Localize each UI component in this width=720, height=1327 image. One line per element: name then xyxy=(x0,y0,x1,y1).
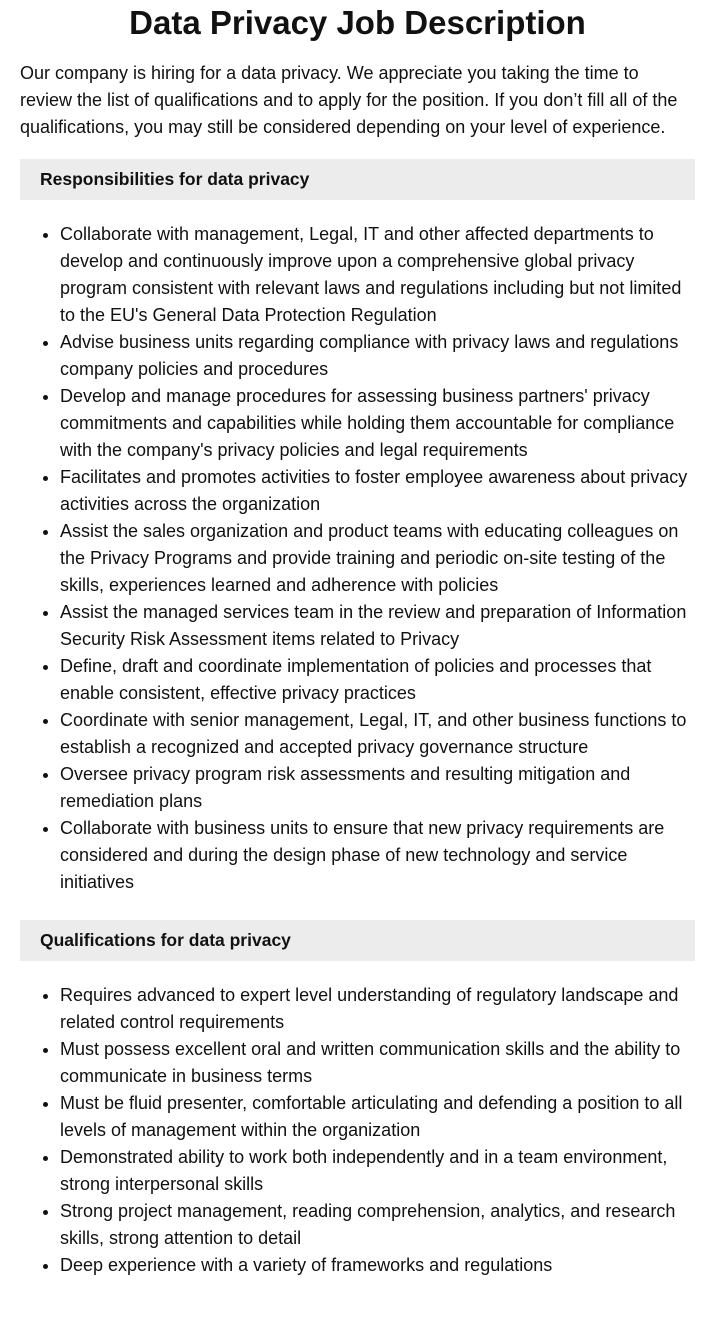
list-item: • Advise business units regarding compliance with privacy laws and regulations company policies and procedures xyxy=(60,329,695,383)
list-item: • Strong project management, reading comprehension, analytics, and research skills, strong attention to detail xyxy=(60,1198,695,1252)
list-item: • Demonstrated ability to work both independently and in a team environment, strong interpersonal skills xyxy=(60,1144,695,1198)
list-item: • Define, draft and coordinate implementation of policies and processes that enable consistent, effective privacy practices xyxy=(60,653,695,707)
intro-paragraph: Our company is hiring for a data privacy. We appreciate you taking the time to review the list of qualifications and to apply for the position. If you don’t fill all of the qualifications, you may still be considered depending on your level of experience. xyxy=(20,63,678,137)
list-item: • Must possess excellent oral and written communication skills and the ability to communicate in business terms xyxy=(60,1036,695,1090)
list-item: • Facilitates and promotes activities to foster employee awareness about privacy activities across the organization xyxy=(60,464,695,518)
list-item: • Develop and manage procedures for assessing business partners' privacy commitments and capabilities while holding them accountable for compliance with the company's privacy policies and legal requirements xyxy=(60,383,695,464)
list-item: • Deep experience with a variety of frameworks and regulations xyxy=(60,1252,695,1279)
list-item: • Oversee privacy program risk assessments and resulting mitigation and remediation plans xyxy=(60,761,695,815)
responsibilities-heading: Responsibilities for data privacy xyxy=(20,159,695,200)
list-item: • Coordinate with senior management, Legal, IT, and other business functions to establish a recognized and accepted privacy governance structure xyxy=(60,707,695,761)
qualifications-heading: Qualifications for data privacy xyxy=(20,920,695,961)
list-item: • Must be fluid presenter, comfortable articulating and defending a position to all levels of management within the organization xyxy=(60,1090,695,1144)
qualifications-list xyxy=(20,982,695,1279)
list-item: • Collaborate with business units to ensure that new privacy requirements are considered and during the design phase of new technology and service initiatives xyxy=(60,815,695,896)
list-item: • Collaborate with management, Legal, IT and other affected departments to develop and continuously improve upon a comprehensive global privacy program consistent with relevant laws and regulations including but not limited to the EU's General Data Protection Regulation xyxy=(60,221,695,329)
list-item: • Requires advanced to expert level understanding of regulatory landscape and related control requirements xyxy=(60,982,695,1036)
list-item: • Assist the sales organization and product teams with educating colleagues on the Privacy Programs and provide training and periodic on-site testing of the skills, experiences learned and adherence with policies xyxy=(60,518,695,599)
page-title: Data Privacy Job Description xyxy=(129,4,586,41)
responsibilities-list xyxy=(20,221,695,896)
list-item: • Assist the managed services team in the review and preparation of Information Security Risk Assessment items related to Privacy xyxy=(60,599,695,653)
